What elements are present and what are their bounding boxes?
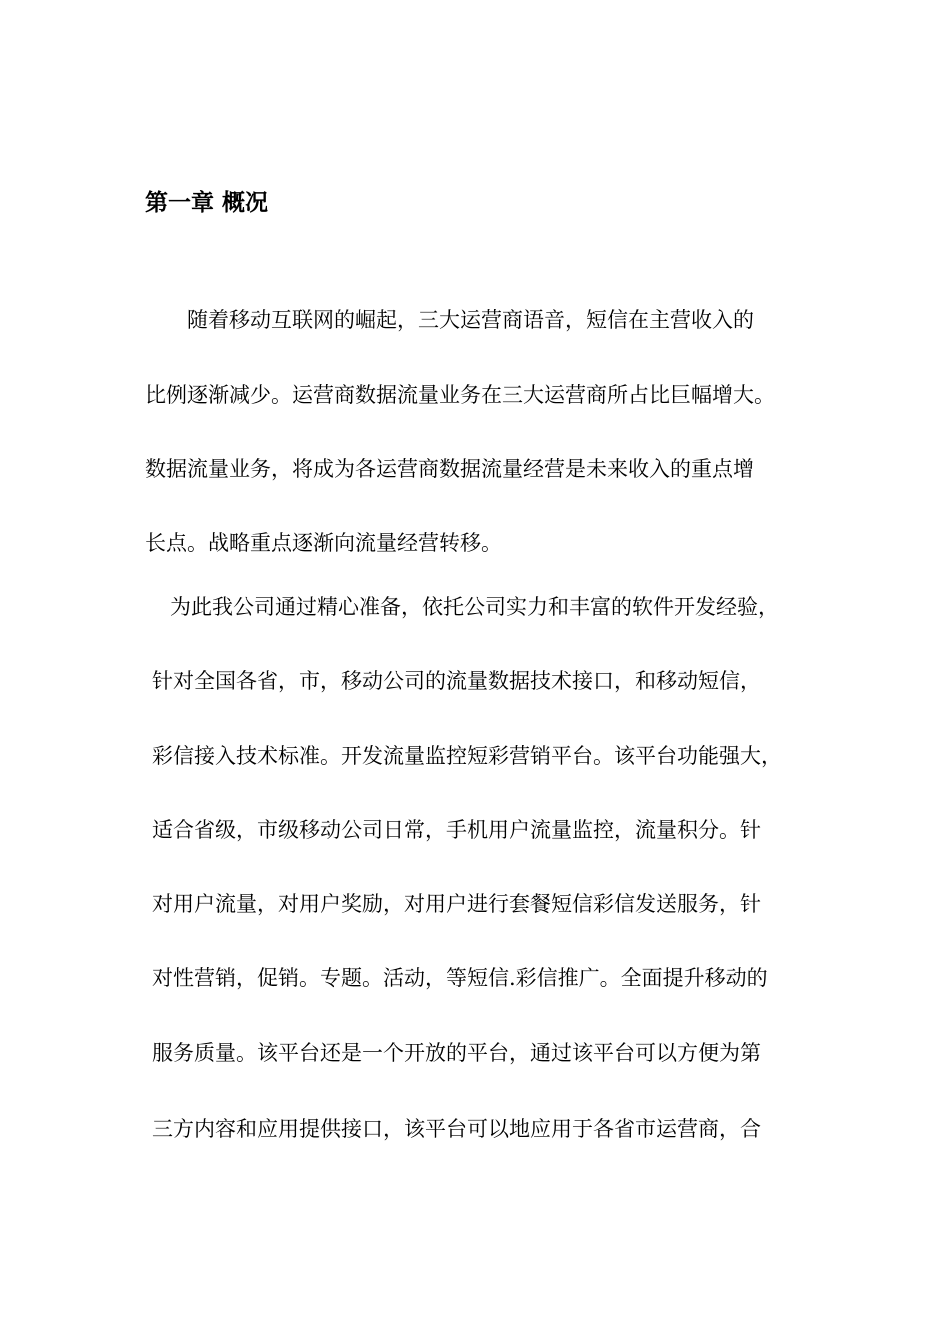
paragraph-line: 适合省级，市级移动公司日常，手机用户流量监控，流量积分。针 xyxy=(152,818,761,842)
paragraph-line: 对用户流量，对用户奖励，对用户进行套餐短信彩信发送服务，针 xyxy=(152,892,761,916)
paragraph-line: 三方内容和应用提供接口，该平台可以地应用于各省市运营商，合 xyxy=(152,1117,761,1141)
paragraph-line: 为此我公司通过精心准备，依托公司实力和丰富的软件开发经验， xyxy=(170,595,779,619)
paragraph-line: 服务质量。该平台还是一个开放的平台，通过该平台可以方便为第 xyxy=(152,1041,761,1065)
paragraph-line: 数据流量业务，将成为各运营商数据流量经营是未来收入的重点增 xyxy=(145,457,754,481)
paragraph-line: 针对全国各省，市，移动公司的流量数据技术接口，和移动短信， xyxy=(152,669,761,693)
paragraph-line: 彩信接入技术标准。开发流量监控短彩营销平台。该平台功能强大， xyxy=(152,744,782,768)
paragraph-line: 比例逐渐减少。运营商数据流量业务在三大运营商所占比巨幅增大。 xyxy=(145,383,775,407)
paragraph-line: 对性营销，促销。专题。活动，等短信.彩信推广。全面提升移动的 xyxy=(152,966,768,990)
paragraph-line: 长点。战略重点逐渐向流量经营转移。 xyxy=(145,531,502,555)
chapter-title: 第一章 概况 xyxy=(145,190,269,216)
paragraph-line: 随着移动互联网的崛起，三大运营商语音，短信在主营收入的 xyxy=(187,308,754,332)
